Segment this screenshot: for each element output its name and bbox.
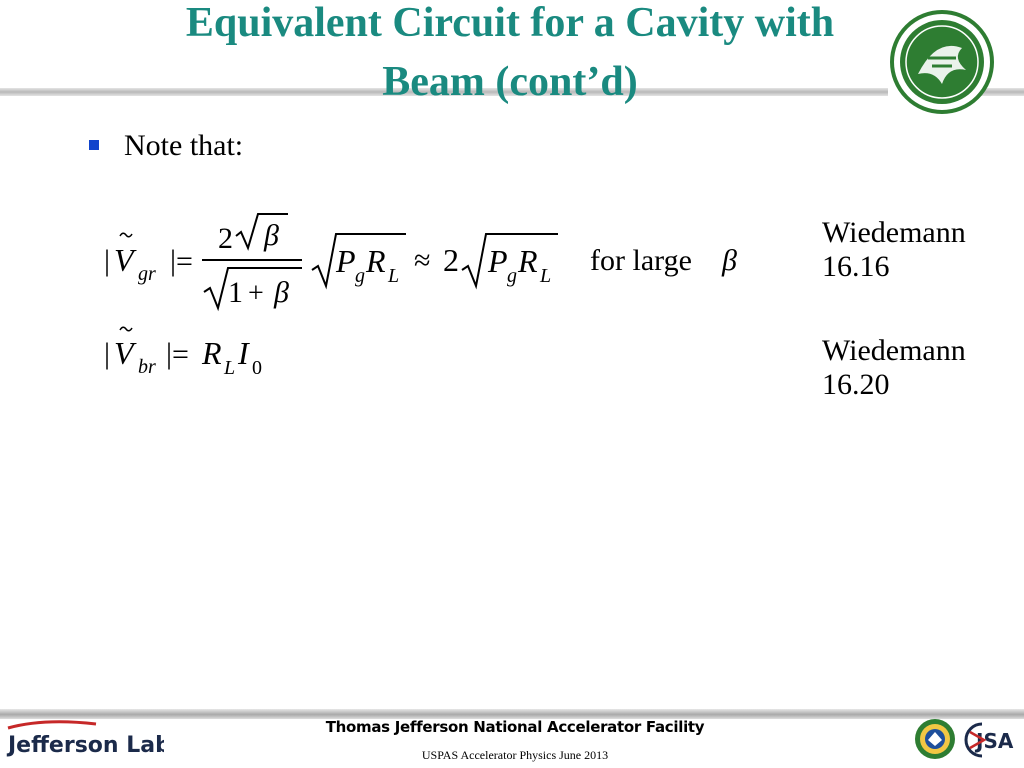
- current-subscript: 0: [252, 357, 262, 379]
- reference-number: 16.20: [822, 368, 890, 401]
- resistance-subscript: L: [224, 357, 236, 379]
- power-subscript: g: [355, 265, 365, 287]
- beta-symbol: β: [274, 276, 289, 309]
- tilde-mark: [120, 327, 132, 331]
- power-symbol: P: [488, 243, 508, 279]
- equals-sign: =: [172, 338, 189, 371]
- doe-seal-icon: [914, 718, 956, 760]
- beta-symbol: β: [264, 219, 279, 252]
- reference-eq-16-16: [822, 216, 966, 284]
- slide-title: [90, 0, 930, 112]
- current-symbol: I: [238, 335, 249, 371]
- abs-bar-right: |: [166, 337, 173, 370]
- power-subscript: g: [507, 265, 517, 287]
- resistance-symbol: R: [366, 243, 386, 279]
- reference-author: Wiedemann: [822, 334, 966, 367]
- numerator-coefficient: 2: [218, 222, 233, 255]
- resistance-subscript: L: [388, 265, 400, 287]
- facility-name: Thomas Jefferson National Accelerator Facility: [325, 718, 705, 736]
- lhs-subscript: gr: [138, 263, 156, 285]
- condition-text: for large: [590, 244, 692, 277]
- resistance-symbol: R: [202, 335, 222, 371]
- abs-bar-right: |: [170, 244, 177, 277]
- lhs-symbol-v: V: [114, 242, 134, 278]
- equals-sign: =: [176, 245, 193, 278]
- square-bullet-icon: [89, 140, 99, 150]
- lhs-symbol-v: V: [114, 335, 134, 371]
- jsa-logo: [960, 718, 1022, 762]
- denominator-one: 1: [228, 276, 243, 309]
- equation-v-gr: [100, 200, 770, 320]
- tilde-mark: [120, 233, 132, 237]
- abs-bar-left: |: [104, 244, 111, 277]
- reference-author: Wiedemann: [822, 216, 966, 249]
- lhs-subscript: br: [138, 356, 156, 378]
- uspas-seal-logo: [888, 8, 996, 116]
- resistance-subscript: L: [540, 265, 552, 287]
- jsa-logo-text: JSA: [976, 729, 1014, 753]
- jefferson-lab-logo-text: Jefferson Lab: [8, 733, 164, 758]
- bullet-text: Note that:: [124, 129, 244, 162]
- sqrt-sign: [236, 214, 288, 248]
- course-info: USPAS Accelerator Physics June 2013: [421, 748, 609, 762]
- logo-swoosh-icon: [8, 722, 96, 728]
- resistance-symbol: R: [518, 243, 538, 279]
- reference-eq-16-20: [822, 334, 966, 402]
- reference-number: 16.16: [822, 250, 890, 283]
- power-symbol: P: [336, 243, 356, 279]
- jefferson-lab-logo: [4, 716, 164, 760]
- slide-title-line-2: Beam (cont’d): [382, 59, 638, 105]
- approx-sign: ≈: [414, 244, 431, 277]
- equation-v-br: [100, 325, 300, 385]
- slide-title-line-1: Equivalent Circuit for a Cavity with: [185, 0, 835, 46]
- abs-bar-left: |: [104, 337, 111, 370]
- approx-coefficient: 2: [443, 242, 459, 278]
- plus-sign: +: [248, 278, 264, 309]
- beta-symbol: β: [722, 244, 737, 277]
